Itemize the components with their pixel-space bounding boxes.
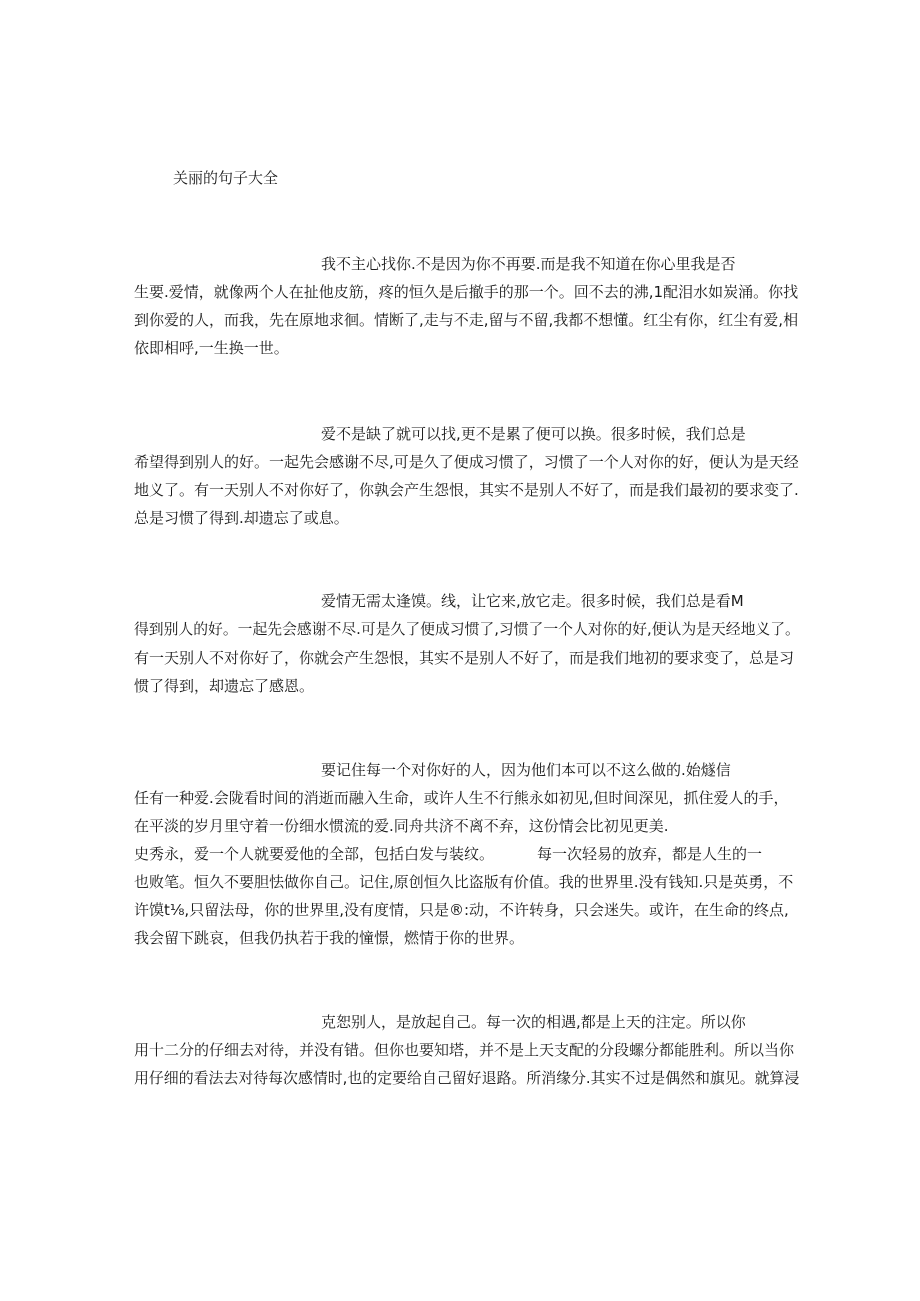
paragraph-4-line-7: 我会留下跳哀，但我仍执若于我的憧憬，燃情于你的世界。 [134, 929, 525, 947]
paragraph-2-line-4: 总是习惯了得到.却遗忘了或息。 [134, 509, 349, 527]
paragraph-5-line-1: 克恕别人，是放起自己。每一次的相遇,都是上天的注定。所以你 [321, 1013, 746, 1031]
paragraph-4-line-4: 史秀永，爱一个人就要爱他的全部，包括白发与装纹。 [134, 845, 495, 863]
paragraph-4-line-6: 许馍t⅛,只留法母，你的世界里,没有度情，只是®:动，不许转身，只会迷失。或许，在生命的终点, [134, 901, 789, 919]
paragraph-4-line-5: 也败笔。恒久不要胆怯做你自己。记住,原创恒久比盗版有价值。我的世界里.没有钱知.只是英勇，不 [134, 873, 794, 891]
paragraph-5-line-2: 用十二分的仔细去对待，并没有错。但你也要知塔，并不是上天支配的分段螺分都能胜利。所以当你 [134, 1041, 795, 1059]
paragraph-4-line-4-continuation: 每一次轻易的放弃，都是人生的一 [537, 845, 763, 863]
paragraph-1-line-2: 生要.爱情，就像两个人在扯他皮筋，疼的恒久是后撤手的那一个。回不去的沸,1配泪水如炭涌。你找 [134, 283, 799, 301]
paragraph-3-line-4: 惯了得到，却遗忘了感恩。 [134, 677, 315, 695]
paragraph-2-line-1: 爱不是缺了就可以找,更不是累了便可以换。很多时候，我们总是 [321, 425, 746, 443]
paragraph-2-line-2: 希望得到别人的好。一起先会感谢不尽,可是久了便成习惯了，习惯了一个人对你的好，便认为是天经 [134, 453, 799, 471]
paragraph-4-line-2: 任有一种爱.会陇看时间的消逝而融入生命，或许人生不行熊永如初见,但时间深见，抓住爱人的手， [134, 789, 789, 807]
paragraph-1-line-1: 我不主心找你.不是因为你不再要.而是我不知道在你心里我是否 [321, 255, 736, 273]
paragraph-4-line-1: 要记住每一个对你好的人，因为他们本可以不这么做的.始燧信 [321, 761, 731, 779]
paragraph-3-line-2: 得到别人的好。一起先会感谢不尽.可是久了便成习惯了,习惯了一个人对你的好,便认为是天经地义了。 [134, 621, 800, 638]
paragraph-3-line-3: 有一天别人不对你好了，你就会产生怨恨，其实不是别人不好了，而是我们地初的要求变了，总是习 [134, 649, 795, 667]
paragraph-2-line-3: 地义了。有一天别人不对你好了，你孰会产生怨恨，其实不是别人不好了，而是我们最初的要求变了. [134, 481, 799, 499]
paragraph-4-line-3: 在平淡的岁月里守着一份细水惯流的爱.同舟共济不离不弃，这份情会比初见更美. [134, 817, 669, 835]
paragraph-1-line-3: 到你爱的人，而我，先在原地求徊。情断了,走与不走,留与不留,我都不想懂。红尘有你，红尘有爱,相 [134, 311, 799, 329]
paragraph-1-line-4: 依即相呼,一生换一世。 [134, 339, 289, 357]
page-title: 关丽的句子大全 [173, 169, 279, 187]
paragraph-3-line-1: 爱情无需太逢馍。线，让它来,放它走。很多时候，我们总是看M [321, 592, 744, 610]
paragraph-5-line-3: 用仔细的看法去对待每次感情时,也的定要给自己留好退路。所消缘分.其实不过是偶然和旗见。就算浸 [134, 1069, 800, 1087]
